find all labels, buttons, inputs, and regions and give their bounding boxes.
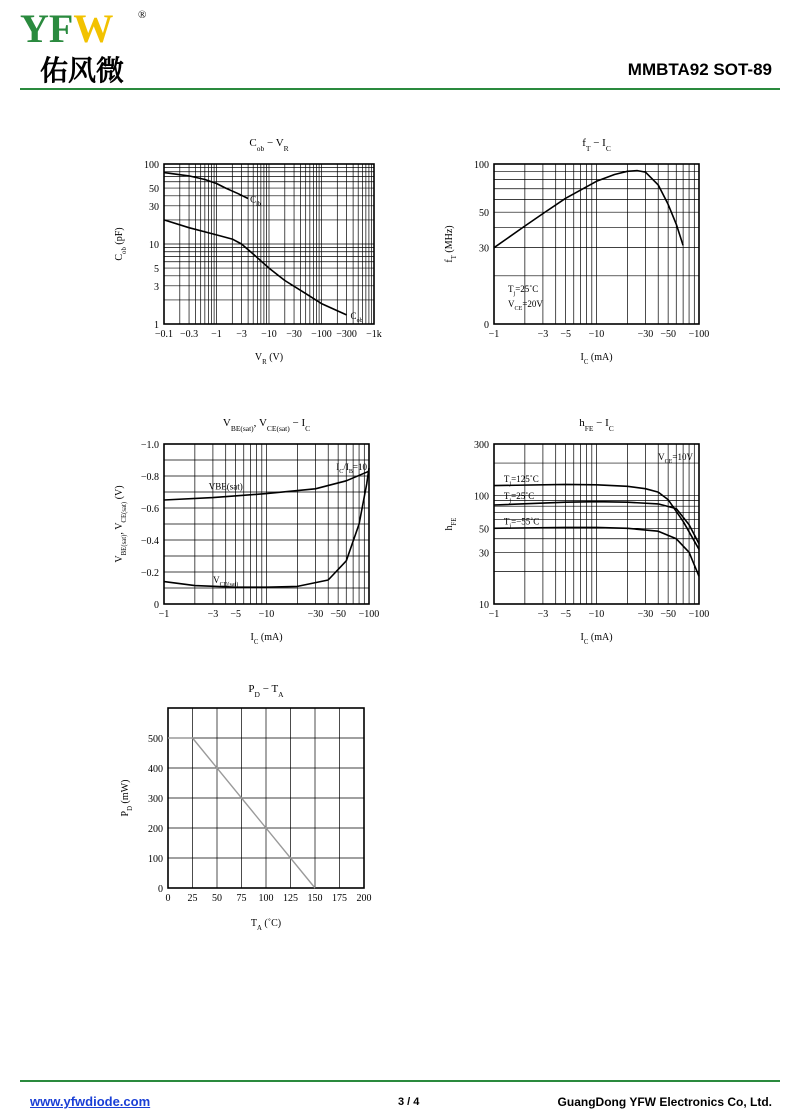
chart-title: $f_T - I_C$: [582, 137, 611, 153]
page-number: 3 / 4: [398, 1096, 420, 1108]
y-tick-label: −0.4: [140, 536, 159, 547]
y-tick-label: 10: [149, 240, 159, 251]
x-tick-label: −3: [537, 609, 549, 620]
x-tick-label: −100: [358, 609, 380, 620]
y-tick-label: 3: [154, 281, 159, 293]
x-axis-label: $I_C$ (mA): [580, 632, 613, 646]
y-tick-label: 1: [154, 320, 159, 331]
annotation-vce: $V_{CE}=10V$: [658, 452, 693, 465]
logo-chinese-name: 佑风微: [40, 56, 125, 86]
y-tick-label: −1.0: [140, 440, 159, 451]
x-tick-label: −300: [336, 329, 357, 340]
y-tick-label: 400: [148, 764, 163, 775]
series-label-cob: $C_{ob}$: [350, 310, 363, 324]
x-tick-label: −3: [236, 329, 247, 340]
y-tick-label: 100: [144, 160, 159, 171]
series-label-tj-1: $T_j=25˚C$: [503, 491, 535, 505]
annotation-ic-ib: $I_C/I_B=10$: [336, 462, 367, 475]
x-tick-label: 175: [332, 893, 347, 904]
series-label-tj-0: $T_j=125˚C$: [503, 473, 539, 487]
y-tick-label: 50: [479, 524, 489, 536]
y-tick-label: 50: [479, 208, 489, 220]
grid: [164, 164, 374, 324]
x-tick-label: 25: [187, 893, 198, 904]
y-tick-label: 50: [149, 184, 159, 196]
y-tick-label: 200: [148, 824, 163, 835]
y-axis-label: $V_{BE(sat)}$, $V_{CE(sat)}$ (V): [114, 485, 128, 563]
y-tick-label: 100: [474, 491, 489, 503]
y-tick-label: 0: [484, 320, 489, 331]
x-tick-label: −30: [637, 609, 654, 620]
x-tick-label: 200: [356, 893, 372, 904]
y-axis-label: $P_D$ (mW): [120, 779, 134, 817]
x-tick-label: −3: [537, 329, 549, 340]
series-label-cib: $C_{ib}$: [250, 194, 261, 208]
x-tick-label: −100: [311, 329, 332, 340]
x-tick-label: −1: [488, 329, 500, 340]
x-tick-label: 100: [258, 893, 274, 904]
y-tick-label: 100: [474, 160, 489, 171]
series-label-vbe: VBE(sat): [208, 481, 243, 492]
x-tick-label: −1: [158, 609, 170, 620]
y-tick-label: 300: [148, 794, 163, 805]
chart-title: $h_{FE} - I_C$: [579, 417, 614, 433]
x-axis-label: $I_C$ (mA): [580, 352, 613, 366]
x-tick-label: −10: [588, 329, 605, 340]
x-tick-label: −0.1: [154, 329, 174, 340]
chart-vsat-vs-ic: [100, 408, 400, 658]
x-tick-label: −10: [588, 609, 605, 620]
chart-ft-vs-ic: [430, 128, 730, 378]
x-tick-label: 125: [283, 893, 298, 904]
x-axis-label: $V_R$ (V): [254, 352, 284, 366]
x-tick-label: −10: [258, 609, 275, 620]
y-tick-label: 0: [158, 884, 163, 895]
chart-hfe-vs-ic: [430, 408, 730, 658]
grid: [168, 708, 364, 888]
annotation-vce: $V_{CE}=20V$: [508, 299, 543, 312]
y-tick-label: 100: [148, 854, 163, 865]
series-label-vce: $V_{CE(sat)}$: [213, 575, 239, 589]
y-tick-label: 10: [479, 600, 489, 611]
y-tick-label: −0.8: [140, 472, 159, 483]
series-line-ft: [494, 171, 683, 248]
chart-pd-vs-ta: [110, 670, 400, 940]
website-link[interactable]: www.yfwdiode.com: [30, 1094, 151, 1109]
x-axis-label: $T_A$ (˚C): [250, 918, 282, 932]
logo-letters: YFW: [20, 6, 114, 51]
x-tick-label: −50: [660, 329, 676, 340]
x-tick-label: −1: [211, 329, 222, 340]
x-tick-label: 75: [236, 893, 247, 904]
x-tick-label: −30: [307, 609, 324, 620]
chart-title: $V_{BE(sat)}$, $V_{CE(sat)} - I_C$: [222, 417, 311, 433]
document-title: MMBTA92 SOT-89: [627, 60, 772, 79]
y-tick-label: −0.6: [140, 504, 159, 515]
x-tick-label: −50: [330, 609, 346, 620]
y-tick-label: 300: [474, 440, 489, 451]
y-tick-label: 0: [154, 600, 159, 611]
x-tick-label: −10: [261, 329, 277, 340]
x-tick-label: −0.3: [179, 329, 199, 340]
series-label-tj-2: $T_j=-55˚C$: [503, 516, 540, 530]
x-tick-label: 0: [165, 893, 171, 904]
y-tick-label: 30: [479, 548, 489, 560]
y-axis-label: $f_T$ (MHz): [444, 225, 458, 263]
header-divider: [20, 88, 780, 90]
x-tick-label: −5: [230, 609, 241, 620]
x-tick-label: −100: [688, 329, 710, 340]
yfw-logo-mark: [18, 4, 153, 86]
x-tick-label: −50: [660, 609, 676, 620]
x-tick-label: −1k: [366, 329, 382, 340]
y-tick-label: 30: [479, 243, 489, 255]
x-tick-label: −1: [488, 609, 500, 620]
x-tick-label: −5: [560, 329, 571, 340]
x-tick-label: 150: [307, 893, 323, 904]
chart-title: $P_D - T_A$: [248, 683, 284, 699]
y-axis-label: $C_{ob}$ (pF): [114, 227, 128, 261]
y-tick-label: 500: [148, 734, 163, 745]
annotation-tj: $T_j=25˚C$: [508, 284, 539, 297]
y-axis-label: $h_{FE}$: [444, 517, 458, 531]
x-tick-label: −100: [688, 609, 710, 620]
logo-registered-mark: ®: [138, 9, 147, 21]
chart-cob-vs-vr: [100, 128, 400, 378]
y-tick-label: −0.2: [140, 568, 159, 579]
company-name: GuangDong YFW Electronics Co, Ltd.: [557, 1095, 772, 1109]
x-tick-label: −30: [637, 329, 654, 340]
y-tick-label: 30: [149, 201, 159, 213]
y-tick-label: 5: [154, 264, 159, 276]
yfw-logo: [18, 4, 153, 86]
chart-title: $C_{ob} - V_R$: [249, 137, 289, 153]
footer-divider: [20, 1080, 780, 1082]
x-tick-label: −30: [286, 329, 302, 340]
x-tick-label: 50: [212, 893, 222, 904]
x-tick-label: −5: [560, 609, 571, 620]
x-axis-label: $I_C$ (mA): [250, 632, 283, 646]
x-tick-label: −3: [207, 609, 219, 620]
